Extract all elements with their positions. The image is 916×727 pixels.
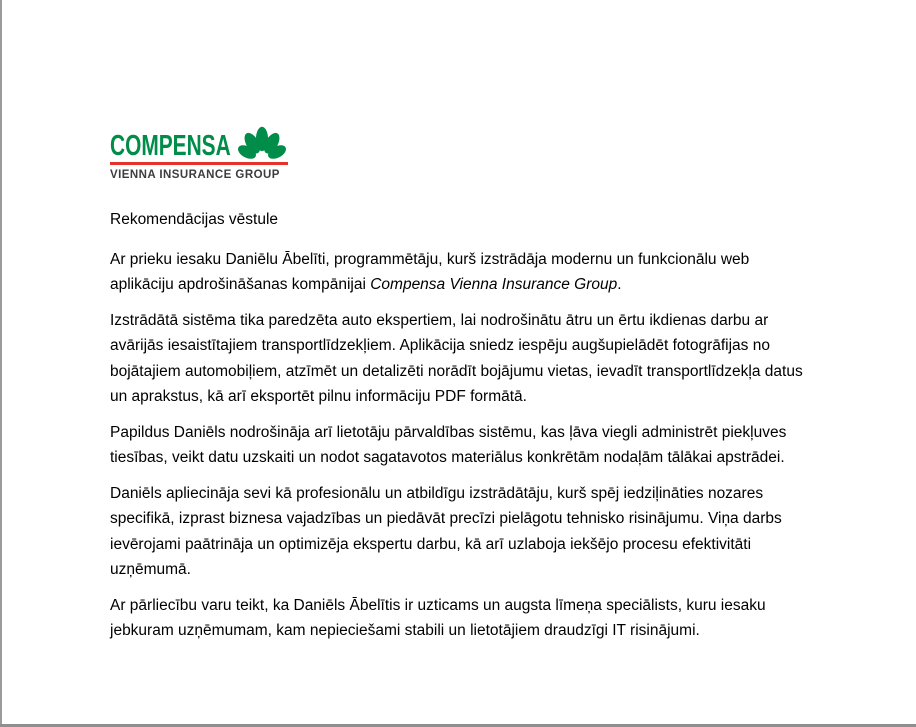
logo-row <box>110 128 288 160</box>
compensa-logo <box>110 128 288 181</box>
paragraph-intro-period: . <box>617 276 622 293</box>
logo-brand-text: COMPENSA <box>110 130 231 162</box>
page-left-edge <box>0 0 2 727</box>
letter-title: Rekomendācijas vēstule <box>110 211 279 228</box>
peacock-fan-icon <box>236 126 288 160</box>
company-name-italic: Compensa Vienna Insurance Group <box>370 276 618 293</box>
paragraph-system-description: Izstrādātā sistēma tika paredzēta auto ekspertiem, lai nodrošinātu ātru un ērtu ikdienas darbu ar avārijās iesaistītajiem transportlīdzekļiem. Aplikācija sniedz iespēju augšupielādēt fotogrāfijas no bojātajiem automobiļiem, atzīmēt un detalizēti norādīt bojājumu vietas, ievadīt transportlīdzekļa datus un aprakstus, kā arī eksportēt pilnu informāciju PDF formātā. <box>110 311 803 405</box>
paragraph-intro-text: Ar prieku iesaku Daniēlu Ābelīti, programmētāju, kurš izstrādāja modernu un funkcionālu web aplikāciju apdrošināšanas kompānijai <box>110 250 750 293</box>
paragraph-user-management: Papildus Daniēls nodrošināja arī lietotāju pārvaldības sistēmu, kas ļāva viegli administrēt piekļuves tiesības, veikt datu uzskaiti un nodot sagatavotos materiālus konkrētām nodaļām tālākai apstrādei. <box>110 423 787 466</box>
paragraph-recommendation: Ar pārliecību varu teikt, ka Daniēls Ābelītis ir uzticams un augsta līmeņa speciālists, kuru iesaku jebkuram uzņēmumam, kam nepieciešami stabili un lietotājiem draudzīgi IT risinājumi. <box>110 596 766 639</box>
paragraph-professional-qualities: Daniēls apliecināja sevi kā profesionālu un atbildīgu izstrādātāju, kurš spēj iedziļināties nozares specifikā, izprast biznesa vajadzības un piedāvāt precīzi pielāgotu tehnisko risinājumu. Viņa darbs ievērojami paātrināja un optimizēja ekspertu darbu, kā arī uzlaboja iekšējo procesu efektivitāti uzņēmumā. <box>110 484 782 578</box>
logo-subtitle-text: VIENNA INSURANCE GROUP <box>110 169 280 181</box>
paragraph-intro <box>110 247 812 298</box>
letter-content <box>110 128 812 654</box>
